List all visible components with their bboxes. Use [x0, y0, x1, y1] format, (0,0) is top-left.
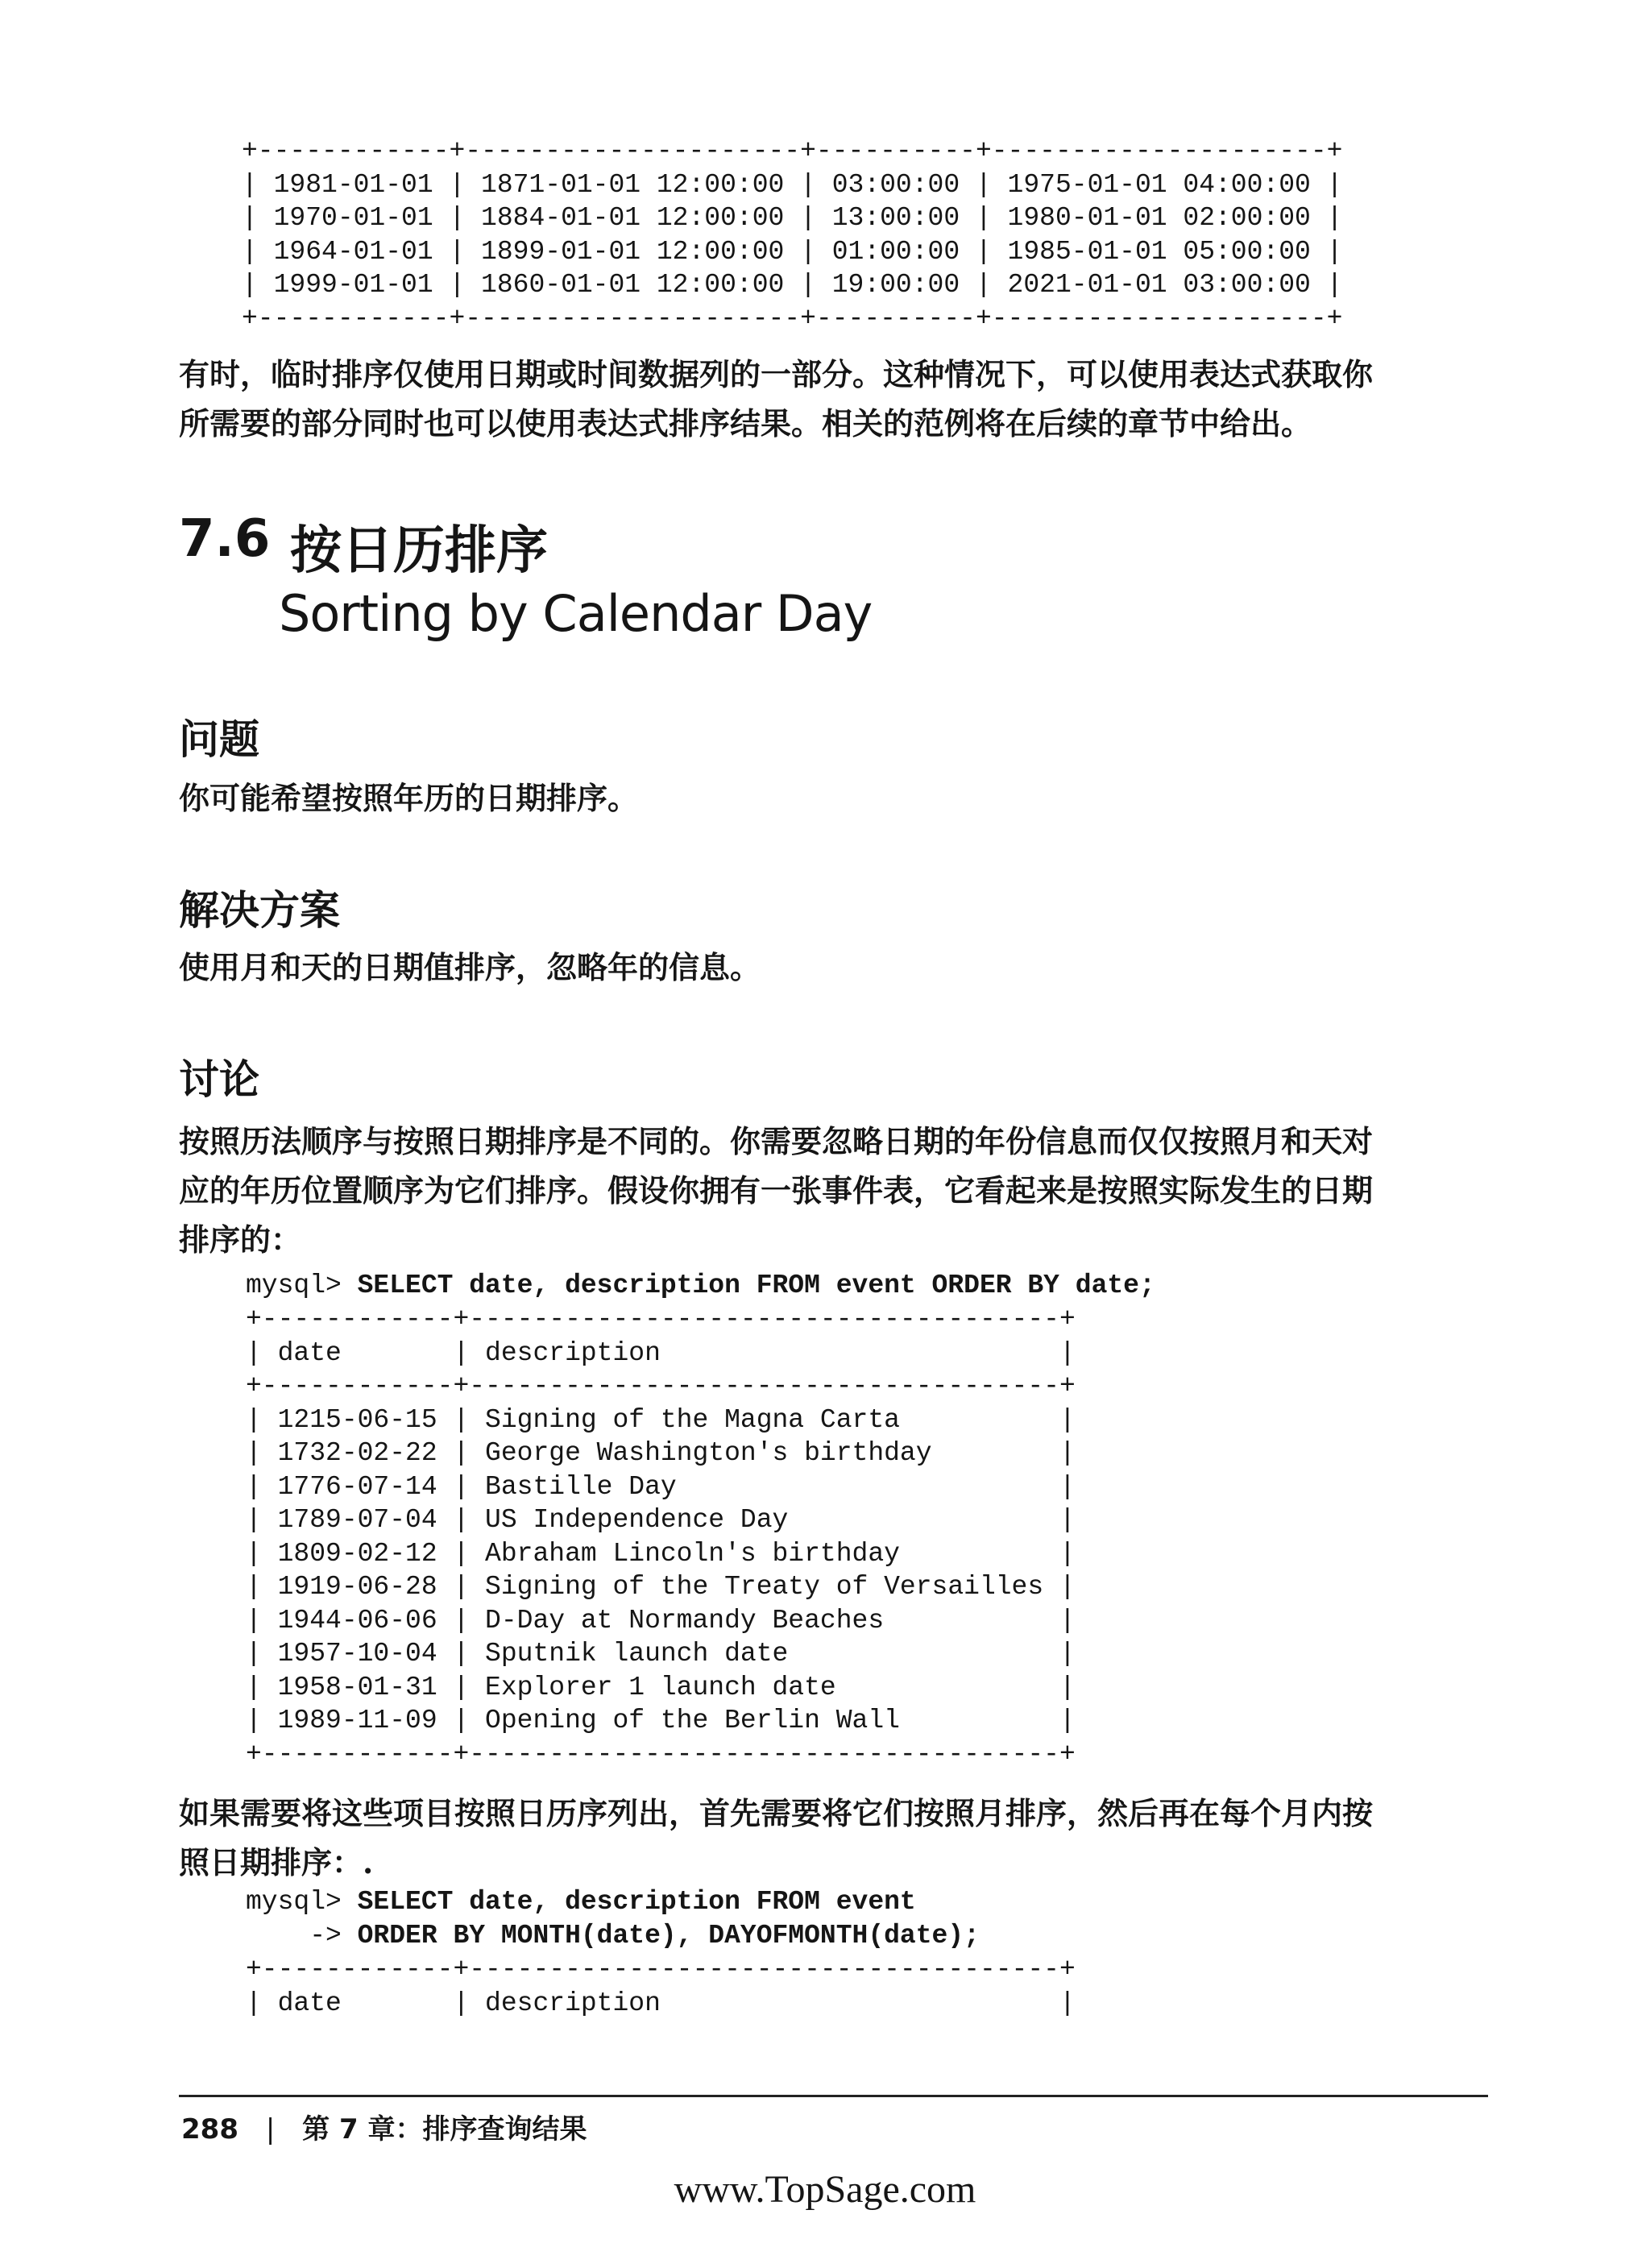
calendar-paragraph [179, 1789, 1468, 1887]
table-border-bottom: +------------+---------------------+----------+---------------------+ [242, 303, 1343, 334]
mysql-prompt: mysql> [246, 1271, 358, 1300]
sql-statement: ORDER BY MONTH(date), DAYOFMONTH(date); [357, 1920, 980, 1951]
events-table-sorted [246, 1953, 1076, 2020]
section-title-zh: 按日历排序 [290, 521, 548, 581]
table-row: | 1989-11-09 | Opening of the Berlin Wall | [246, 1706, 1076, 1735]
table-row: | 1958-01-31 | Explorer 1 launch date | [246, 1672, 1076, 1702]
intro-paragraph [179, 350, 1468, 448]
chapter-title: 第 7 章：排序查询结果 [302, 2113, 587, 2146]
sql-query-1 [246, 1269, 1155, 1303]
table-row: | 1944-06-06 | D-Day at Normandy Beaches | [246, 1605, 1076, 1636]
table-header: | date | description | [246, 1337, 1076, 1368]
table-row: | 1919-06-28 | Signing of the Treaty of Versailles | [246, 1572, 1076, 1602]
table-row: | 1776-07-14 | Bastille Day | [246, 1471, 1076, 1502]
table-border: +------------+-------------------------------------+ [246, 1739, 1076, 1769]
table-row: | 1215-06-15 | Signing of the Magna Carta | [246, 1404, 1076, 1435]
problem-heading: 问题 [179, 716, 259, 763]
events-table [246, 1303, 1076, 1771]
table-row: | 1981-01-01 | 1871-01-01 12:00:00 | 03:00:00 | 1975-01-01 04:00:00 | [242, 169, 1343, 200]
paragraph-line: 按照历法顺序与按照日期排序是不同的。你需要忽略日期的年份信息而仅仅按照月和天对 [179, 1123, 1374, 1159]
mysql-prompt: mysql> [246, 1887, 358, 1917]
footer-rule [179, 2095, 1488, 2097]
watermark: www.TopSage.com [674, 2168, 976, 2211]
sql-statement: SELECT date, description FROM event [357, 1887, 916, 1917]
continuation-prompt: -> [246, 1920, 358, 1951]
paragraph-line: 如果需要将这些项目按照日历序列出，首先需要将它们按照月排序，然后再在每个月内按 [179, 1795, 1374, 1831]
paragraph-line: 所需要的部分同时也可以使用表达式排序结果。相关的范例将在后续的章节中给出。 [179, 405, 1312, 442]
paragraph-line: 应的年历位置顺序为它们排序。假设你拥有一张事件表，它看起来是按照实际发生的日期 [179, 1172, 1374, 1209]
table-row: | 1789-07-04 | US Independence Day | [246, 1505, 1076, 1535]
table-row: | 1732-02-22 | George Washington's birthday | [246, 1438, 1076, 1468]
table-row: | 1957-10-04 | Sputnik launch date | [246, 1639, 1076, 1669]
table-row: | 1809-02-12 | Abraham Lincoln's birthday | [246, 1538, 1076, 1569]
top-result-table [242, 135, 1342, 335]
paragraph-line: 照日期排序：. [179, 1844, 374, 1880]
problem-text: 你可能希望按照年历的日期排序。 [179, 780, 639, 816]
solution-heading: 解决方案 [179, 887, 340, 934]
sql-line [246, 1919, 980, 1953]
discussion-paragraph [179, 1117, 1468, 1264]
paragraph-line: 排序的： [179, 1221, 302, 1258]
table-row: | 1999-01-01 | 1860-01-01 12:00:00 | 19:00:00 | 2021-01-01 03:00:00 | [242, 270, 1343, 300]
section-number: 7.6 [179, 509, 271, 569]
table-border: +------------+-------------------------------------+ [246, 1955, 1076, 1984]
footer-separator: | [265, 2113, 276, 2146]
table-border: +------------+-------------------------------------+ [246, 1304, 1076, 1334]
table-border: +------------+-------------------------------------+ [246, 1371, 1076, 1401]
table-row: | 1964-01-01 | 1899-01-01 12:00:00 | 01:00:00 | 1985-01-01 05:00:00 | [242, 236, 1343, 267]
section-title-en: Sorting by Calendar Day [279, 584, 873, 643]
table-header: | date | description | [246, 1988, 1076, 2018]
solution-text: 使用月和天的日期值排序，忽略年的信息。 [179, 949, 761, 985]
sql-line [246, 1885, 980, 1919]
sql-statement: SELECT date, description FROM event ORDER BY date; [357, 1271, 1155, 1300]
page-footer [181, 2107, 587, 2146]
page-number: 288 [181, 2113, 238, 2146]
table-row: | 1970-01-01 | 1884-01-01 12:00:00 | 13:00:00 | 1980-01-01 02:00:00 | [242, 203, 1343, 233]
sql-query-2 [246, 1885, 980, 1952]
discussion-heading: 讨论 [179, 1056, 259, 1103]
table-border-top: +------------+---------------------+----------+---------------------+ [242, 136, 1343, 166]
paragraph-line: 有时，临时排序仅使用日期或时间数据列的一部分。这种情况下，可以使用表达式获取你 [179, 356, 1374, 392]
